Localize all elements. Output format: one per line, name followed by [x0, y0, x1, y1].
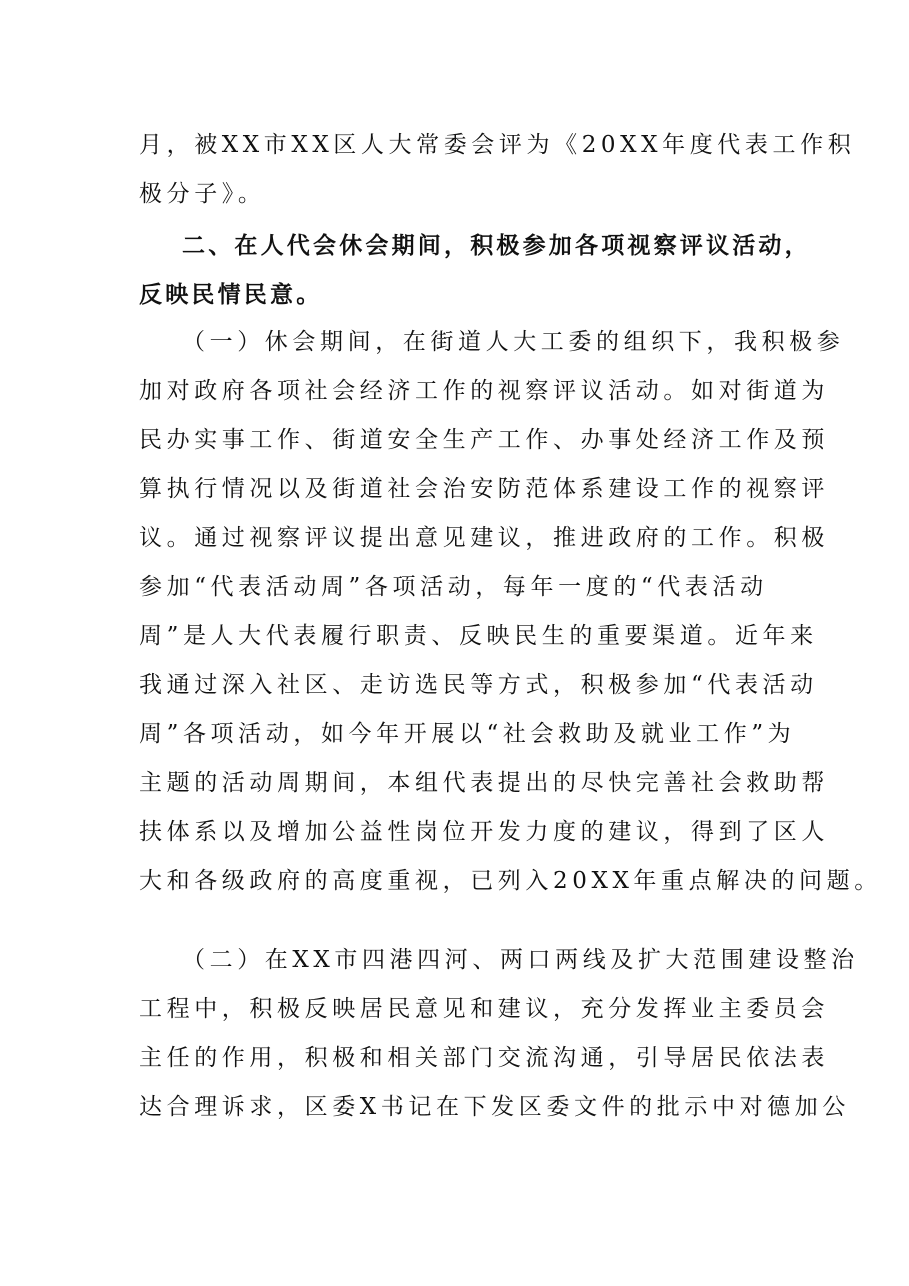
paragraph-line: 议。通过视察评议提出意见建议，推进政府的工作。积极 — [139, 525, 829, 551]
paragraph-line: 工程中，积极反映居民意见和建议，充分发挥业主委员会 — [139, 996, 829, 1022]
paragraph-line: 我通过深入社区、走访选民等方式，积极参加“代表活动 — [139, 672, 818, 698]
paragraph-line: 周”各项活动，如今年开展以“社会救助及就业工作”为 — [139, 721, 796, 747]
body-text-line: 极分子》。 — [139, 181, 266, 207]
paragraph-line: 参加“代表活动周”各项活动，每年一度的“代表活动 — [139, 574, 768, 600]
body-text-line: 月，被XX市XX区人大常委会评为《20XX年度代表工作积 — [139, 132, 856, 158]
paragraph-line: 主题的活动周期间，本组代表提出的尽快完善社会救助帮 — [139, 770, 829, 796]
paragraph-line: 周”是人大代表履行职责、反映民生的重要渠道。近年来 — [139, 623, 818, 649]
paragraph-line: 达合理诉求，区委X书记在下发区委文件的批示中对德加公 — [139, 1094, 850, 1120]
paragraph-line: 算执行情况以及街道社会治安防范体系建设工作的视察评 — [139, 476, 829, 502]
paragraph-line: 加对政府各项社会经济工作的视察评议活动。如对街道为 — [139, 378, 829, 404]
section-heading: 二、在人代会休会期间，积极参加各项视察评议活动， — [182, 232, 811, 259]
section-heading: 反映民情民意。 — [139, 281, 323, 308]
paragraph-line: 大和各级政府的高度重视，已列入20XX年重点解决的问题。 — [139, 868, 882, 894]
paragraph-line: 民办实事工作、街道安全生产工作、办事处经济工作及预 — [139, 427, 829, 453]
paragraph-line: （二）在XX市四港四河、两口两线及扩大范围建设整治 — [182, 947, 859, 973]
paragraph-line: 扶体系以及增加公益性岗位开发力度的建议，得到了区人 — [139, 819, 829, 845]
paragraph-line: 主任的作用，积极和相关部门交流沟通，引导居民依法表 — [139, 1045, 829, 1071]
paragraph-line: （一）休会期间，在街道人大工委的组织下，我积极参 — [182, 329, 845, 355]
